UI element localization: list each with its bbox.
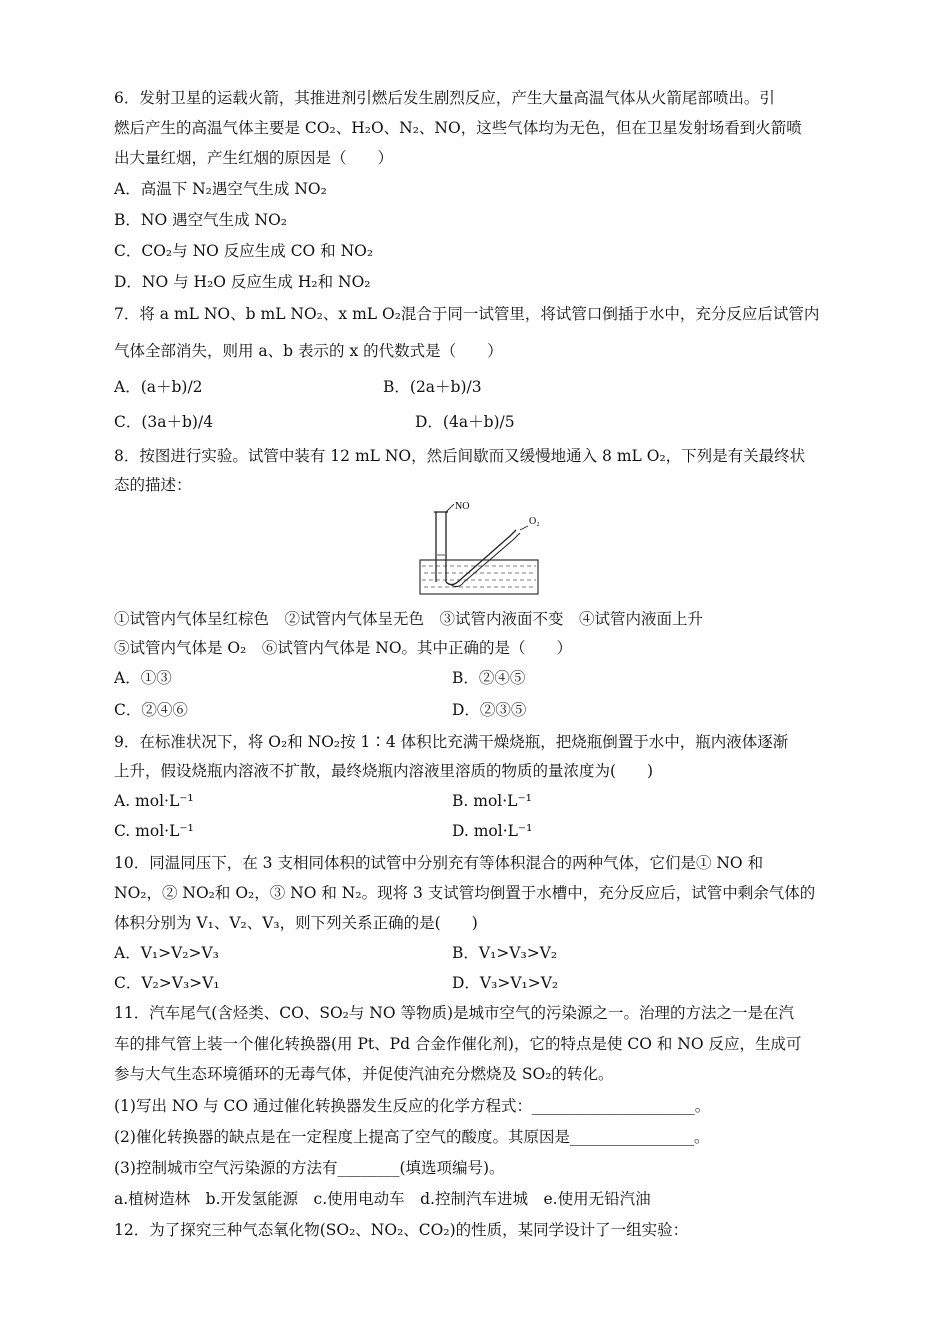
experiment-diagram [410, 500, 560, 600]
q10-stem-line1: 10．同温同压下，在 3 支相同体积的试管中分别充有等体积混合的两种气体，它们是① NO 和 [114, 854, 764, 872]
q9-option-b: B. mol·L⁻¹ [452, 792, 532, 810]
q6-option-a: A．高温下 N₂遇空气生成 NO₂ [114, 180, 327, 198]
q9-stem-line2: 上升，假设烧瓶内溶液不扩散，最终烧瓶内溶液里溶质的物质的量浓度为( ) [114, 762, 654, 780]
q10-stem-line2: NO₂，② NO₂和 O₂，③ NO 和 N₂。现将 3 支试管均倒置于水槽中，充分反应后，试管中剩余气体的 [114, 884, 816, 902]
q7-option-a: A．(a＋b)/2 [114, 378, 203, 396]
q8-stem-line2: 态的描述： [114, 476, 192, 494]
q8-statements-line2: ⑤试管内气体是 O₂ ⑥试管内气体是 NO。其中正确的是（ ） [114, 639, 573, 657]
q7-option-c: C．(3a＋b)/4 [114, 413, 214, 431]
q10-option-a: A．V₁>V₂>V₃ [114, 944, 219, 962]
q9-option-a: A. mol·L⁻¹ [114, 792, 194, 810]
o2-tube-outer [446, 530, 516, 585]
q6-option-c: C．CO₂与 NO 反应生成 CO 和 NO₂ [114, 242, 374, 260]
q6-stem-line2: 燃后产生的高温气体主要是 CO₂、H₂O、N₂、NO，这些气体均为无色，但在卫星发射场看到火箭喷 [114, 119, 802, 137]
water-trough [420, 560, 538, 594]
q6-stem-line1: 6．发射卫星的运载火箭，其推进剂引燃后发生剧烈反应，产生大量高温气体从火箭尾部喷出。引 [114, 89, 775, 107]
q10-option-b: B．V₁>V₃>V₂ [452, 944, 558, 962]
q11-part3: (3)控制城市空气污染源的方法有________(填选项编号)。 [114, 1159, 505, 1177]
q8-stem-line1: 8．按图进行实验。试管中装有 12 mL NO，然后间歇而又缓慢地通入 8 mL O₂，下列是有关最终状 [114, 447, 806, 465]
q11-part2: (2)催化转换器的缺点是在一定程度上提高了空气的酸度。其原因是________________。 [114, 1128, 710, 1146]
q6-option-d: D．NO 与 H₂O 反应生成 H₂和 NO₂ [114, 273, 371, 291]
q9-option-c: C. mol·L⁻¹ [114, 822, 194, 840]
q8-statements-line1: ①试管内气体呈红棕色 ②试管内气体呈无色 ③试管内液面不变 ④试管内液面上升 [114, 610, 704, 628]
o2-pointer [520, 526, 528, 530]
q6-option-b: B．NO 遇空气生成 NO₂ [114, 211, 287, 229]
q11-part1: (1)写出 NO 与 CO 通过催化转换器发生反应的化学方程式：_____________________。 [114, 1097, 711, 1115]
q7-option-d: D．(4a＋b)/5 [415, 413, 515, 431]
q8-option-d: D．②③⑤ [452, 701, 527, 719]
q9-stem-line1: 9．在标准状况下，将 O₂和 NO₂按 1∶4 体积比充满干燥烧瓶，把烧瓶倒置于水中，瓶内液体逐渐 [114, 733, 789, 751]
q10-option-d: D．V₃>V₁>V₂ [452, 974, 559, 992]
q7-stem-line1: 7．将 a mL NO、b mL NO₂、x mL O₂混合于同一试管里，将试管口倒插于水中，充分反应后试管内 [114, 305, 820, 323]
label-o2: O₂ [529, 516, 540, 527]
q7-stem-line2: 气体全部消失，则用 a、b 表示的 x 的代数式是（ ） [114, 342, 503, 360]
q10-option-c: C．V₂>V₃>V₁ [114, 974, 220, 992]
q8-option-a: A．①③ [114, 669, 172, 687]
q9-option-d: D. mol·L⁻¹ [452, 822, 533, 840]
q8-option-c: C．②④⑥ [114, 701, 188, 719]
no-pointer [446, 504, 454, 512]
q11-stem-line2: 车的排气管上装一个催化转换器(用 Pt、Pd 合金作催化剂)，它的特点是使 CO 和 NO 反应，生成可 [114, 1035, 802, 1053]
label-no: NO [455, 501, 470, 512]
q11-stem-line3: 参与大气生态环境循环的无毒气体，并促使汽油充分燃烧及 SO₂的转化。 [114, 1065, 614, 1083]
experiment-figure [410, 500, 560, 600]
q12-stem-line1: 12．为了探究三种气态氧化物(SO₂、NO₂、CO₂)的性质，某同学设计了一组实验： [114, 1221, 689, 1239]
q11-stem-line1: 11．汽车尾气(含烃类、CO、SO₂与 NO 等物质)是城市空气的污染源之一。治理的方法之一是在汽 [114, 1004, 795, 1022]
q11-choices: a.植树造林 b.开发氢能源 c.使用电动车 d.控制汽车进城 e.使用无铅汽油 [114, 1190, 651, 1208]
q8-option-b: B．②④⑤ [452, 669, 526, 687]
q7-option-b: B．(2a＋b)/3 [383, 378, 482, 396]
test-tube [436, 512, 446, 582]
q6-stem-line3: 出大量红烟，产生红烟的原因是（ ） [114, 149, 394, 167]
q10-stem-line3: 体积分别为 V₁、V₂、V₃，则下列关系正确的是( ) [114, 914, 478, 932]
